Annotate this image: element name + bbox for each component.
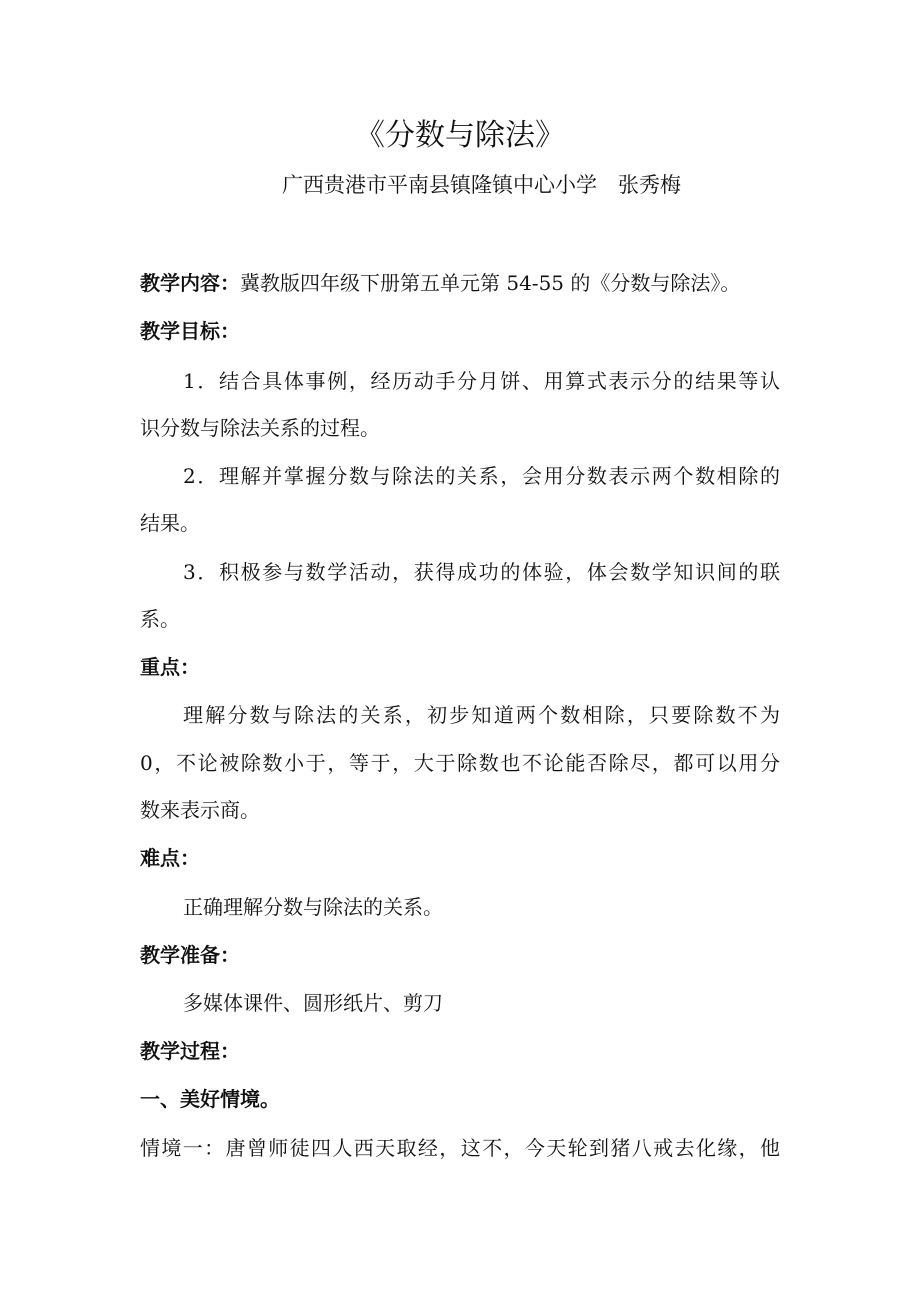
preparation-heading: 教学准备： [140, 943, 240, 967]
objective-1-line-2: 识分数与除法关系的过程。 [140, 416, 380, 440]
teaching-content-line [140, 269, 740, 297]
key-point-line-2: 0，不论被除数小于，等于，大于除数也不论能否除尽，都可以用分 [140, 751, 780, 775]
difficulty-line-1: 正确理解分数与除法的关系。 [183, 895, 443, 919]
objective-3-line-1: 3．积极参与数学活动，获得成功的体验，体会数学知识间的联 [183, 560, 780, 584]
document-title: 《分数与除法》 [355, 118, 565, 153]
key-point-line-3: 数来表示商。 [140, 798, 260, 822]
objectives-heading: 教学目标： [140, 319, 240, 343]
process-heading: 教学过程： [140, 1039, 240, 1063]
objective-3-line-2: 系。 [140, 607, 180, 631]
process-section-1-heading: 一、美好情境。 [140, 1087, 280, 1111]
key-point-line-1: 理解分数与除法的关系，初步知道两个数相除，只要除数不为 [183, 703, 780, 727]
key-point-heading: 重点： [140, 655, 200, 679]
teaching-content-label: 教学内容： [140, 271, 240, 295]
scenario-1-line-1: 情境一：唐曾师徒四人西天取经，这不，今天轮到猪八戒去化缘，他 [140, 1136, 780, 1160]
objective-2-line-1: 2．理解并掌握分数与除法的关系，会用分数表示两个数相除的 [183, 464, 780, 488]
author-line: 广西贵港市平南县镇隆镇中心小学 张秀梅 [282, 173, 681, 197]
teaching-content-text: 冀教版四年级下册第五单元第 54-55 的《分数与除法》。 [240, 271, 741, 295]
preparation-line-1: 多媒体课件、圆形纸片、剪刀 [183, 991, 443, 1015]
objective-1-line-1: 1．结合具体事例，经历动手分月饼、用算式表示分的结果等认 [183, 369, 780, 393]
objective-2-line-2: 结果。 [140, 511, 200, 535]
difficulty-heading: 难点： [140, 846, 200, 870]
